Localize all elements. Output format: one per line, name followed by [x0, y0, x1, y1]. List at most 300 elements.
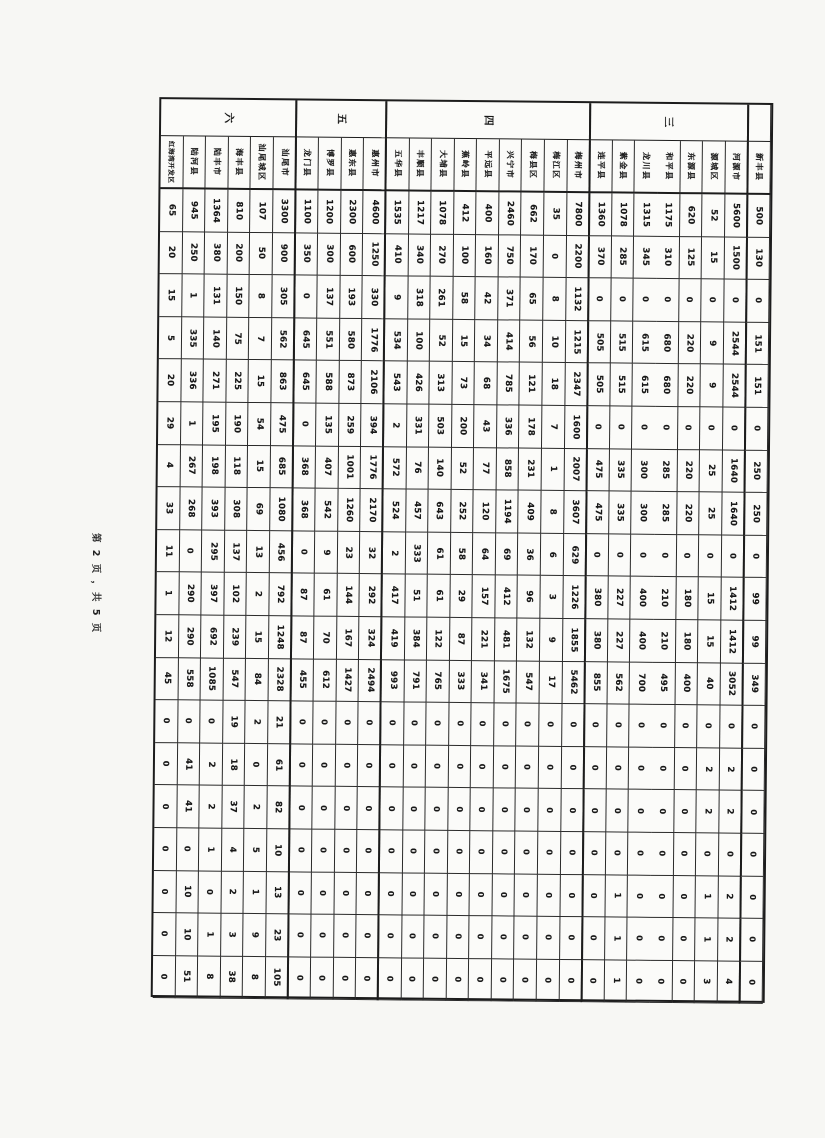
value-cell — [587, 321, 612, 364]
value-cell-text: 220 — [683, 375, 695, 395]
value-cell-text: 8 — [549, 295, 560, 303]
value-cell-text: 2 — [725, 765, 736, 773]
value-cell-text: 0 — [685, 297, 695, 304]
value-cell — [402, 873, 425, 916]
value-cell-text: 0 — [589, 850, 599, 856]
value-cell — [288, 787, 313, 830]
value-cell-text: 542 — [321, 500, 332, 520]
value-cell — [676, 535, 699, 578]
value-cell — [651, 790, 674, 833]
value-cell — [651, 833, 674, 876]
value-cell-text: 855 — [590, 673, 602, 693]
value-cell — [607, 662, 630, 705]
value-cell — [605, 960, 628, 1003]
value-cell-text: 572 — [389, 458, 400, 478]
value-cell-text: 87 — [297, 630, 308, 644]
group-label-cell — [295, 100, 387, 138]
value-cell — [335, 745, 358, 788]
value-cell-text: 15 — [165, 288, 176, 302]
value-cell-text: 122 — [432, 629, 444, 648]
value-cell — [425, 831, 448, 874]
value-cell — [540, 661, 563, 704]
value-cell-text: 210 — [659, 588, 670, 608]
value-cell-text: 547 — [229, 669, 240, 689]
value-cell — [633, 364, 656, 407]
value-cell-text: 1640 — [727, 500, 739, 527]
value-cell-text: 151 — [752, 333, 763, 353]
value-cell — [246, 616, 269, 659]
value-cell — [695, 918, 718, 961]
value-cell-text: 25 — [705, 507, 716, 520]
value-cell-text: 35 — [550, 207, 561, 221]
value-cell-text: 0 — [565, 977, 575, 984]
value-cell — [475, 277, 498, 320]
value-cell — [695, 961, 718, 1004]
value-cell-text: 475 — [592, 460, 604, 480]
value-cell — [247, 573, 270, 616]
value-cell — [178, 700, 201, 743]
value-cell — [430, 362, 453, 405]
value-cell-text: 481 — [500, 629, 511, 649]
value-cell — [336, 702, 359, 745]
value-cell — [200, 743, 223, 786]
value-cell-text: 17 — [545, 675, 556, 689]
value-cell-text: 73 — [458, 376, 469, 390]
value-cell-text: 645 — [300, 372, 311, 392]
value-cell-text: 0 — [543, 977, 553, 984]
group-label-cell-text: 六 — [221, 111, 234, 124]
value-cell — [425, 788, 448, 831]
group-label-cell-text: 三 — [662, 116, 675, 128]
value-cell — [158, 445, 181, 488]
value-cell — [539, 746, 562, 789]
value-cell-text: 125 — [685, 248, 696, 268]
place-name-cell — [183, 136, 206, 189]
value-cell-text: 87 — [298, 588, 309, 601]
value-cell — [630, 705, 653, 748]
value-cell-text: 0 — [317, 932, 327, 939]
value-cell — [740, 791, 764, 834]
value-cell-text: 220 — [682, 503, 693, 523]
value-cell — [719, 833, 742, 876]
value-cell — [722, 535, 745, 578]
value-cell — [356, 915, 379, 958]
place-name-cell — [703, 141, 726, 194]
value-cell-text: 350 — [301, 244, 312, 264]
value-cell-text: 0 — [612, 850, 622, 857]
value-cell-text: 65 — [165, 203, 177, 217]
value-cell-text: 524 — [389, 500, 400, 520]
value-cell — [267, 786, 290, 829]
place-name-cell — [251, 137, 274, 190]
value-cell-text: 0 — [591, 722, 601, 729]
value-cell — [363, 276, 386, 319]
value-cell — [561, 747, 584, 790]
value-cell-text: 36 — [524, 547, 535, 561]
place-name-cell-text: 平远县 — [483, 150, 493, 180]
place-name-cell — [544, 140, 567, 193]
value-cell — [497, 363, 520, 406]
value-cell-text: 15 — [253, 460, 265, 473]
value-cell — [378, 915, 403, 958]
value-cell — [584, 619, 609, 662]
value-cell — [407, 319, 430, 362]
value-cell — [271, 446, 294, 489]
value-cell-text: 0 — [662, 296, 672, 303]
value-cell — [476, 235, 499, 278]
value-cell-text: 0 — [589, 892, 599, 899]
value-cell — [334, 872, 357, 915]
value-cell — [701, 279, 724, 322]
value-cell — [155, 743, 178, 786]
value-cell — [312, 829, 335, 872]
value-cell — [428, 532, 451, 575]
value-cell-text: 409 — [524, 502, 535, 522]
value-cell-text: 221 — [478, 629, 489, 649]
value-cell — [494, 661, 517, 704]
value-cell — [629, 747, 652, 790]
value-cell-text: 0 — [362, 933, 372, 939]
value-cell — [405, 575, 428, 618]
value-cell — [317, 318, 340, 361]
value-cell — [340, 276, 363, 319]
value-cell — [226, 403, 249, 446]
value-cell — [611, 321, 634, 364]
value-cell-text: 500 — [753, 206, 764, 226]
value-cell — [176, 913, 199, 956]
value-cell — [564, 491, 587, 534]
value-cell — [449, 703, 472, 746]
value-cell-text: 615 — [639, 375, 650, 395]
value-cell-text: 0 — [566, 892, 576, 899]
value-cell — [587, 236, 612, 279]
value-cell — [381, 532, 406, 575]
value-cell-text: 23 — [271, 928, 283, 942]
value-cell — [584, 577, 609, 620]
value-cell-text: 0 — [159, 888, 170, 895]
value-cell-text: 0 — [185, 547, 195, 554]
value-cell — [453, 234, 476, 277]
value-cell-text: 0 — [544, 849, 554, 856]
value-cell-text: 0 — [567, 807, 577, 814]
value-cell — [544, 235, 567, 278]
value-cell-text: 151 — [751, 376, 763, 396]
value-cell — [177, 786, 200, 829]
value-cell-text: 400 — [637, 588, 648, 608]
value-cell — [182, 274, 205, 317]
value-cell — [246, 658, 269, 701]
value-cell — [179, 615, 202, 658]
value-cell-text: 100 — [413, 330, 424, 350]
value-cell-text: 0 — [477, 721, 487, 728]
value-cell — [176, 871, 199, 914]
value-cell-text: 0 — [499, 849, 509, 856]
value-cell — [583, 704, 608, 747]
value-cell-text: 785 — [503, 374, 514, 394]
value-cell — [498, 320, 521, 363]
value-cell — [268, 744, 291, 787]
value-cell-text: 1078 — [437, 199, 448, 226]
value-cell-text: 2 — [252, 590, 263, 598]
value-cell-text: 1412 — [726, 628, 737, 654]
value-cell-text: 200 — [233, 243, 244, 263]
value-cell — [744, 365, 768, 408]
value-cell-text: 0 — [680, 808, 690, 815]
value-cell — [404, 617, 427, 660]
value-cell — [493, 789, 516, 832]
value-cell — [382, 489, 407, 532]
value-cell — [315, 531, 338, 574]
value-cell — [380, 617, 405, 660]
value-cell — [521, 193, 544, 236]
place-name-cell — [319, 138, 342, 191]
value-cell-text: 0 — [658, 765, 668, 772]
value-cell — [337, 574, 360, 617]
value-cell — [448, 746, 471, 789]
value-cell — [288, 829, 313, 872]
value-cell-text: 0 — [364, 720, 374, 727]
value-cell — [543, 278, 566, 321]
value-cell-text: 0 — [523, 721, 533, 728]
value-cell — [492, 874, 515, 917]
value-cell-text: 310 — [662, 247, 673, 267]
value-cell — [494, 703, 517, 746]
value-cell — [221, 871, 244, 914]
value-cell-text: 0 — [295, 889, 305, 896]
value-cell-text: 515 — [616, 375, 627, 395]
value-cell-text: 0 — [635, 807, 645, 814]
value-cell-text: 0 — [319, 719, 329, 726]
value-cell — [521, 278, 544, 321]
value-cell-text: 495 — [658, 673, 669, 693]
value-cell — [739, 919, 763, 962]
value-cell — [563, 534, 586, 577]
value-cell-text: 0 — [408, 890, 418, 897]
value-cell-text: 945 — [188, 200, 199, 220]
value-cell-text: 0 — [521, 934, 531, 941]
place-name-cell — [567, 140, 590, 193]
value-cell — [205, 232, 228, 275]
value-cell-text: 137 — [323, 287, 334, 307]
value-cell-text: 15 — [704, 592, 715, 605]
place-name-cell — [612, 140, 635, 193]
value-cell — [498, 235, 521, 278]
value-cell — [657, 236, 680, 279]
place-name-cell-text: 龙门县 — [302, 148, 312, 178]
value-cell — [200, 701, 223, 744]
value-cell — [158, 359, 181, 402]
value-cell-text: 1 — [610, 935, 621, 942]
value-cell — [403, 745, 426, 788]
value-cell — [540, 619, 563, 662]
value-cell-text: 65 — [526, 292, 537, 305]
value-cell — [718, 876, 741, 919]
value-cell — [205, 190, 228, 233]
value-cell-text: 198 — [208, 456, 219, 476]
value-cell — [201, 658, 224, 701]
value-cell — [656, 322, 679, 365]
value-cell — [677, 492, 700, 535]
value-cell — [721, 620, 744, 663]
place-name-cell-text: 陆丰市 — [212, 147, 222, 177]
value-cell — [222, 829, 245, 872]
value-cell — [203, 402, 226, 445]
value-cell-text: 140 — [434, 458, 445, 478]
value-cell — [402, 830, 425, 873]
value-cell-text: 0 — [409, 805, 419, 812]
value-cell-text: 130 — [753, 248, 764, 268]
value-cell — [220, 956, 243, 999]
value-cell-text: 0 — [682, 552, 692, 559]
value-cell — [176, 828, 199, 871]
value-cell-text: 61 — [433, 589, 444, 603]
value-cell-text: 0 — [545, 721, 555, 728]
value-cell — [674, 790, 697, 833]
value-cell-text: 0 — [452, 976, 462, 983]
value-cell-text: 170 — [527, 246, 538, 266]
value-cell-text: 2 — [702, 808, 713, 815]
value-cell — [339, 404, 362, 447]
place-name-cell — [273, 137, 296, 190]
value-cell — [267, 829, 290, 872]
value-cell — [340, 319, 363, 362]
value-cell — [587, 278, 612, 321]
place-name-cell — [635, 141, 658, 194]
value-cell-text: 0 — [545, 764, 555, 771]
value-cell — [610, 364, 633, 407]
value-cell-text: 2 — [205, 803, 216, 810]
value-cell-text: 0 — [432, 720, 442, 727]
value-cell-text: 0 — [706, 425, 716, 432]
value-cell-text: 2 — [250, 803, 261, 811]
value-cell-text: 0 — [477, 806, 487, 813]
value-cell — [429, 447, 452, 490]
place-name-cell — [364, 138, 387, 191]
value-cell-text: 1260 — [343, 497, 355, 523]
value-cell — [655, 407, 678, 450]
value-cell-text: 261 — [436, 288, 447, 308]
value-cell-text: 349 — [749, 674, 760, 694]
value-cell — [225, 530, 248, 573]
value-cell — [427, 575, 450, 618]
value-cell — [631, 534, 654, 577]
value-cell — [740, 834, 764, 877]
value-cell-text: 1364 — [211, 197, 222, 224]
value-cell-text: 333 — [411, 543, 422, 563]
value-cell-text: 1217 — [414, 199, 425, 225]
value-cell-text: 1600 — [570, 414, 581, 440]
value-cell — [333, 957, 356, 1000]
value-cell-text: 0 — [703, 723, 713, 730]
value-cell-text: 5600 — [730, 202, 741, 229]
value-cell-text: 0 — [408, 848, 418, 855]
value-cell-text: 3300 — [278, 198, 290, 224]
value-cell — [537, 917, 560, 960]
value-cell — [402, 916, 425, 959]
value-cell-text: 9 — [249, 931, 260, 939]
value-cell-text: 5 — [164, 334, 175, 341]
value-cell-text: 505 — [594, 332, 605, 352]
value-cell — [202, 573, 225, 616]
value-cell — [358, 745, 381, 788]
value-cell-text: 873 — [345, 372, 356, 392]
value-cell-text: 0 — [752, 425, 762, 432]
value-cell — [699, 492, 722, 535]
value-cell-text: 0 — [387, 762, 397, 769]
value-cell-text: 0 — [656, 978, 666, 985]
place-name-cell — [454, 139, 477, 192]
value-cell — [672, 961, 695, 1004]
value-cell-text: 0 — [638, 552, 648, 559]
value-cell-text: 0 — [747, 894, 757, 901]
value-cell — [227, 318, 250, 361]
value-cell — [271, 403, 294, 446]
value-cell — [676, 577, 699, 620]
value-cell-text: 2170 — [366, 497, 377, 523]
value-cell — [650, 918, 673, 961]
value-cell-text: 1360 — [595, 201, 606, 227]
value-cell-text: 0 — [318, 889, 328, 896]
value-cell — [424, 958, 447, 1001]
value-cell — [159, 274, 182, 317]
value-cell-text: 0 — [159, 973, 169, 980]
value-cell-text: 410 — [391, 245, 402, 265]
value-cell — [431, 234, 454, 277]
value-cell — [249, 360, 272, 403]
value-cell-text: 0 — [363, 890, 373, 897]
value-cell — [198, 956, 221, 999]
value-cell — [203, 445, 226, 488]
value-cell-text: 368 — [299, 457, 310, 477]
value-cell — [292, 403, 317, 446]
value-cell-text: 37 — [228, 800, 239, 814]
value-cell-text: 0 — [430, 976, 440, 983]
value-cell — [542, 448, 565, 491]
value-cell-text: 368 — [298, 499, 310, 519]
place-name-cell — [206, 137, 229, 190]
value-cell — [654, 492, 677, 535]
value-cell-text: 9 — [391, 294, 402, 301]
value-cell — [745, 280, 769, 323]
value-cell-text: 1 — [205, 846, 216, 853]
value-cell-text: 0 — [407, 976, 417, 983]
value-cell — [718, 919, 741, 962]
value-cell-text: 2200 — [572, 243, 583, 270]
value-cell — [223, 658, 246, 701]
value-cell-text: 8 — [547, 508, 558, 516]
place-name-cell — [409, 138, 432, 191]
value-cell-text: 0 — [318, 804, 328, 811]
value-cell-text: 250 — [751, 461, 762, 481]
value-cell-text: 335 — [615, 460, 626, 480]
value-cell — [472, 618, 495, 661]
value-cell — [608, 619, 631, 662]
value-cell — [378, 830, 403, 873]
value-cell-text: 1194 — [501, 498, 513, 524]
value-cell-text: 252 — [456, 501, 467, 521]
place-name-cell-text: 梅州市 — [573, 151, 583, 180]
value-cell-text: 0 — [566, 934, 576, 941]
value-cell — [585, 534, 610, 577]
value-cell-text: 0 — [705, 552, 715, 559]
value-cell — [249, 318, 272, 361]
value-cell-text: 0 — [317, 975, 327, 982]
value-cell-text: 0 — [522, 806, 532, 813]
value-cell-text: 10 — [272, 843, 283, 857]
value-cell-text: 0 — [408, 933, 418, 940]
value-cell-text: 20 — [164, 374, 175, 387]
value-cell — [429, 405, 452, 448]
